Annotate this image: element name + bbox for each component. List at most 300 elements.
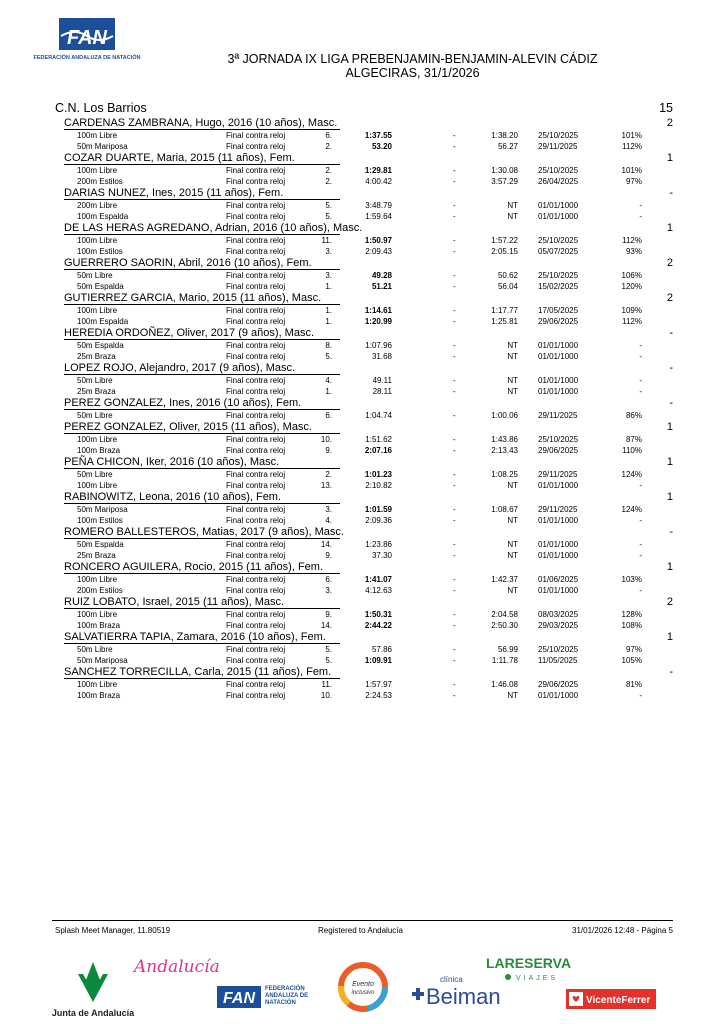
event-time: 1:14.61 xyxy=(364,306,392,315)
event-row xyxy=(0,679,725,690)
event-place: 6. xyxy=(325,131,332,140)
event-place: 6. xyxy=(325,575,332,584)
event-time: 2:09.36 xyxy=(365,516,392,525)
event-percentage: 106% xyxy=(621,271,642,280)
event-percentage: 86% xyxy=(625,411,642,420)
athlete-row xyxy=(0,187,725,200)
footer-divider xyxy=(52,920,673,921)
event-place: 9. xyxy=(325,551,332,560)
event-percentage: - xyxy=(639,516,642,525)
club-row xyxy=(55,101,673,117)
event-percentage: - xyxy=(639,551,642,560)
athlete-name: DE LAS HERAS AGREDANO, Adrian, 2016 (10 años), Masc. xyxy=(64,222,363,234)
fan-sponsor-subtitle: FEDERACIÓN ANDALUZA DE NATACIÓN xyxy=(265,986,309,1006)
event-entry-time: 1:43.86 xyxy=(491,435,518,444)
event-round: Final contra reloj xyxy=(226,212,286,221)
meet-subtitle: ALGECIRAS, 31/1/2026 xyxy=(345,66,480,80)
athlete-points: - xyxy=(669,362,673,374)
athlete-row xyxy=(0,596,725,609)
event-percentage: 112% xyxy=(622,142,642,151)
athlete-name: PEREZ GONZALEZ, Ines, 2016 (10 años), Fem. xyxy=(64,397,302,409)
event-time: 2:24.53 xyxy=(365,691,392,700)
event-name: 200m Libre xyxy=(77,201,118,210)
event-time: 1:04.74 xyxy=(365,411,392,420)
athlete-name: GUTIERREZ GARCIA, Mario, 2015 (11 años), Masc. xyxy=(64,292,322,304)
event-entry-time: 1:57.22 xyxy=(491,236,518,245)
event-time: 49.28 xyxy=(371,271,392,280)
event-row xyxy=(0,410,725,421)
event-place: 9. xyxy=(325,446,332,455)
event-separator: - xyxy=(453,586,456,595)
event-name: 100m Braza xyxy=(77,691,121,700)
event-entry-date: 01/01/1000 xyxy=(538,540,579,549)
event-name: 50m Mariposa xyxy=(77,142,128,151)
event-time: 57.86 xyxy=(371,645,392,654)
event-separator: - xyxy=(453,271,456,280)
event-time: 1:51.62 xyxy=(365,435,392,444)
athlete-row xyxy=(0,257,725,270)
athlete-row xyxy=(0,152,725,165)
event-place: 2. xyxy=(325,470,332,479)
andalucia-logo xyxy=(130,952,222,980)
event-percentage: 93% xyxy=(625,247,642,256)
event-row xyxy=(0,386,725,397)
event-row xyxy=(0,585,725,596)
athlete-row xyxy=(0,666,725,679)
event-name: 50m Mariposa xyxy=(77,505,128,514)
event-round: Final contra reloj xyxy=(226,317,286,326)
event-separator: - xyxy=(453,177,456,186)
event-place: 5. xyxy=(325,352,332,361)
event-time: 1:59.64 xyxy=(365,212,392,221)
event-round: Final contra reloj xyxy=(226,131,286,140)
event-entry-date: 29/06/2025 xyxy=(538,317,579,326)
event-name: 100m Estilos xyxy=(77,516,123,525)
event-name: 50m Libre xyxy=(77,645,113,654)
event-row xyxy=(0,270,725,281)
event-name: 50m Espalda xyxy=(77,282,124,291)
event-round: Final contra reloj xyxy=(226,201,286,210)
event-place: 14. xyxy=(320,540,332,549)
event-row xyxy=(0,690,725,701)
event-name: 200m Estilos xyxy=(77,586,123,595)
athlete-points: 2 xyxy=(666,257,673,269)
athlete-row xyxy=(0,631,725,644)
event-round: Final contra reloj xyxy=(226,586,286,595)
event-row xyxy=(0,165,725,176)
athlete-points: - xyxy=(669,187,673,199)
event-time: 3:48.79 xyxy=(365,201,392,210)
athlete-name: PEÑA CHICON, Iker, 2016 (10 años), Masc. xyxy=(64,456,280,468)
club-name: C.N. Los Barrios xyxy=(55,101,147,115)
event-place: 11. xyxy=(321,236,332,245)
event-percentage: - xyxy=(639,481,642,490)
event-place: 11. xyxy=(321,680,332,689)
event-entry-time: 1:42.37 xyxy=(491,575,518,584)
event-separator: - xyxy=(453,645,456,654)
athlete-row xyxy=(0,222,725,235)
event-name: 25m Braza xyxy=(77,352,116,361)
event-entry-time: NT xyxy=(507,387,518,396)
event-round: Final contra reloj xyxy=(226,575,286,584)
event-round: Final contra reloj xyxy=(226,470,286,479)
event-percentage: - xyxy=(639,201,642,210)
event-entry-date: 25/10/2025 xyxy=(538,236,579,245)
fan-sponsor-logo xyxy=(215,982,315,1012)
athlete-name: PEREZ GONZALEZ, Oliver, 2015 (11 años), Masc. xyxy=(64,421,312,433)
athlete-row xyxy=(0,362,725,375)
athlete-row xyxy=(0,117,725,130)
event-round: Final contra reloj xyxy=(226,656,286,665)
athlete-points: 1 xyxy=(666,631,673,643)
event-percentage: 87% xyxy=(625,435,642,444)
evento-inclusivo-logo xyxy=(338,960,388,1014)
event-entry-date: 01/01/1000 xyxy=(538,212,579,221)
event-entry-time: 1:25.81 xyxy=(491,317,518,326)
event-round: Final contra reloj xyxy=(226,247,286,256)
event-round: Final contra reloj xyxy=(226,505,286,514)
event-round: Final contra reloj xyxy=(226,142,286,151)
event-entry-time: NT xyxy=(507,201,518,210)
event-percentage: - xyxy=(639,387,642,396)
athlete-name: CARDENAS ZAMBRANA, Hugo, 2016 (10 años), Masc. xyxy=(64,117,338,129)
event-time: 51.21 xyxy=(371,282,392,291)
event-separator: - xyxy=(453,376,456,385)
event-entry-time: 1:17.77 xyxy=(491,306,518,315)
event-entry-time: 2:05.15 xyxy=(491,247,518,256)
athlete-points: 1 xyxy=(666,152,673,164)
event-round: Final contra reloj xyxy=(226,435,286,444)
event-entry-time: NT xyxy=(507,691,518,700)
event-separator: - xyxy=(453,142,456,151)
footer-software: Splash Meet Manager, 11.80519 xyxy=(55,926,171,935)
event-place: 4. xyxy=(325,516,332,525)
event-round: Final contra reloj xyxy=(226,177,286,186)
event-place: 13. xyxy=(320,481,332,490)
athlete-points: 2 xyxy=(666,292,673,304)
event-name: 100m Braza xyxy=(77,621,121,630)
athlete-points: - xyxy=(669,397,673,409)
athlete-name: ROMERO BALLESTEROS, Matias, 2017 (9 años), Masc. xyxy=(64,526,344,538)
event-place: 9. xyxy=(325,610,332,619)
event-entry-time: NT xyxy=(507,341,518,350)
event-percentage: 97% xyxy=(625,177,642,186)
event-row xyxy=(0,340,725,351)
event-entry-date: 29/11/2025 xyxy=(538,411,578,420)
athlete-points: - xyxy=(669,327,673,339)
event-time: 1:01.59 xyxy=(364,505,392,514)
event-entry-time: NT xyxy=(507,352,518,361)
event-time: 1:23.86 xyxy=(365,540,392,549)
event-entry-time: 1:11.78 xyxy=(491,656,518,665)
event-row xyxy=(0,515,725,526)
event-place: 2. xyxy=(325,177,332,186)
event-name: 50m Espalda xyxy=(77,341,124,350)
athlete-points: - xyxy=(669,666,673,678)
event-round: Final contra reloj xyxy=(226,306,286,315)
event-place: 5. xyxy=(325,656,332,665)
event-time: 1:07.96 xyxy=(365,341,392,350)
event-entry-date: 29/06/2025 xyxy=(538,680,579,689)
event-entry-time: 2:13.43 xyxy=(491,446,518,455)
event-round: Final contra reloj xyxy=(226,551,286,560)
event-entry-time: NT xyxy=(507,551,518,560)
inclusivo-text: inclusivo xyxy=(351,990,375,996)
event-entry-time: 56.99 xyxy=(497,645,518,654)
event-percentage: 103% xyxy=(621,575,642,584)
event-round: Final contra reloj xyxy=(226,516,286,525)
event-entry-time: NT xyxy=(507,376,518,385)
event-row xyxy=(0,609,725,620)
event-entry-date: 01/01/1000 xyxy=(538,352,579,361)
event-name: 100m Libre xyxy=(77,481,118,490)
event-separator: - xyxy=(453,610,456,619)
event-separator: - xyxy=(453,236,456,245)
athlete-row xyxy=(0,491,725,504)
event-entry-date: 25/10/2025 xyxy=(538,645,579,654)
event-separator: - xyxy=(453,306,456,315)
event-name: 100m Libre xyxy=(77,236,118,245)
event-time: 1:50.31 xyxy=(364,610,392,619)
event-place: 4. xyxy=(325,376,332,385)
footer-date-page: 31/01/2026 12:48 - Página 5 xyxy=(572,926,673,935)
event-name: 50m Libre xyxy=(77,470,113,479)
event-entry-time: NT xyxy=(507,540,518,549)
event-entry-time: NT xyxy=(507,586,518,595)
event-round: Final contra reloj xyxy=(226,387,286,396)
event-percentage: 124% xyxy=(621,505,642,514)
athlete-points: 1 xyxy=(666,561,673,573)
event-round: Final contra reloj xyxy=(226,376,286,385)
event-percentage: 112% xyxy=(622,236,642,245)
event-time: 4:00.42 xyxy=(365,177,392,186)
event-entry-date: 01/01/1000 xyxy=(538,516,579,525)
fan-sponsor-text: FAN xyxy=(223,990,255,1007)
event-entry-time: 2:50.30 xyxy=(491,621,518,630)
event-entry-date: 08/03/2025 xyxy=(538,610,579,619)
event-row xyxy=(0,200,725,211)
event-percentage: 124% xyxy=(621,470,642,479)
event-round: Final contra reloj xyxy=(226,271,286,280)
event-name: 50m Libre xyxy=(77,411,113,420)
event-entry-date: 11/05/2025 xyxy=(538,656,578,665)
event-percentage: - xyxy=(639,540,642,549)
event-separator: - xyxy=(453,691,456,700)
event-percentage: 120% xyxy=(621,282,642,291)
sponsor-bar xyxy=(0,950,725,1024)
event-row xyxy=(0,316,725,327)
event-place: 3. xyxy=(325,505,332,514)
event-separator: - xyxy=(453,212,456,221)
event-separator: - xyxy=(453,341,456,350)
junta-text: Junta de Andalucía xyxy=(51,1008,135,1018)
event-percentage: 108% xyxy=(621,621,642,630)
event-round: Final contra reloj xyxy=(226,691,286,700)
event-entry-date: 01/01/1000 xyxy=(538,481,579,490)
athlete-name: COZAR DUARTE, Maria, 2015 (11 años), Fem. xyxy=(64,152,295,164)
event-separator: - xyxy=(453,680,456,689)
event-round: Final contra reloj xyxy=(226,341,286,350)
event-entry-date: 01/01/1000 xyxy=(538,387,579,396)
event-row xyxy=(0,480,725,491)
event-place: 5. xyxy=(325,645,332,654)
event-name: 100m Espalda xyxy=(77,212,129,221)
event-separator: - xyxy=(453,435,456,444)
event-row xyxy=(0,620,725,631)
event-round: Final contra reloj xyxy=(226,610,286,619)
event-place: 1. xyxy=(325,317,332,326)
event-entry-date: 01/01/1000 xyxy=(538,201,579,210)
event-percentage: - xyxy=(639,212,642,221)
event-separator: - xyxy=(453,201,456,210)
event-place: 8. xyxy=(325,341,332,350)
event-time: 1:41.07 xyxy=(364,575,392,584)
event-separator: - xyxy=(453,551,456,560)
event-place: 3. xyxy=(325,247,332,256)
event-row xyxy=(0,539,725,550)
event-row xyxy=(0,305,725,316)
event-name: 50m Mariposa xyxy=(77,656,128,665)
athlete-row xyxy=(0,292,725,305)
event-place: 14. xyxy=(320,621,332,630)
event-entry-time: 56.27 xyxy=(497,142,518,151)
event-entry-time: NT xyxy=(507,516,518,525)
event-separator: - xyxy=(453,317,456,326)
event-time: 53.20 xyxy=(371,142,392,151)
event-round: Final contra reloj xyxy=(226,236,286,245)
athlete-points: 1 xyxy=(666,222,673,234)
athlete-name: SALVATIERRA TAPIA, Zamara, 2016 (10 años), Fem. xyxy=(64,631,326,643)
event-name: 100m Libre xyxy=(77,610,118,619)
event-place: 1. xyxy=(325,306,332,315)
evento-text: Evento xyxy=(352,981,374,988)
event-entry-date: 29/03/2025 xyxy=(538,621,579,630)
event-row xyxy=(0,550,725,561)
event-time: 1:20.99 xyxy=(364,317,392,326)
event-entry-date: 17/05/2025 xyxy=(538,306,579,315)
event-place: 1. xyxy=(325,387,332,396)
event-row xyxy=(0,504,725,515)
event-row xyxy=(0,434,725,445)
event-round: Final contra reloj xyxy=(226,411,286,420)
event-percentage: - xyxy=(639,691,642,700)
athlete-name: RUIZ LOBATO, Israel, 2015 (11 años), Masc. xyxy=(64,596,285,608)
event-row xyxy=(0,655,725,666)
event-round: Final contra reloj xyxy=(226,282,286,291)
event-name: 100m Estilos xyxy=(77,247,123,256)
event-place: 3. xyxy=(325,271,332,280)
event-time: 2:44.22 xyxy=(364,621,392,630)
vicente-ferrer-logo xyxy=(566,988,656,1010)
event-separator: - xyxy=(453,352,456,361)
event-place: 10. xyxy=(320,435,332,444)
event-entry-time: 1:30.08 xyxy=(491,166,518,175)
event-time: 2:07.16 xyxy=(364,446,392,455)
athlete-name: GUERRERO SAORIN, Abril, 2016 (10 años), Fem. xyxy=(64,257,312,269)
event-place: 2. xyxy=(325,166,332,175)
event-entry-date: 05/07/2025 xyxy=(538,247,579,256)
event-time: 2:10.82 xyxy=(365,481,392,490)
athlete-points: 1 xyxy=(666,421,673,433)
clinica-text: clínica xyxy=(440,975,463,984)
event-name: 25m Braza xyxy=(77,551,116,560)
event-round: Final contra reloj xyxy=(226,540,286,549)
event-row xyxy=(0,281,725,292)
event-separator: - xyxy=(453,516,456,525)
results-list xyxy=(0,117,725,701)
event-time: 1:09.91 xyxy=(364,656,392,665)
event-place: 3. xyxy=(325,586,332,595)
event-separator: - xyxy=(453,166,456,175)
event-entry-date: 01/06/2025 xyxy=(538,575,579,584)
event-entry-date: 01/01/1000 xyxy=(538,376,579,385)
event-entry-time: 2:04.58 xyxy=(491,610,518,619)
event-name: 100m Braza xyxy=(77,446,121,455)
event-separator: - xyxy=(453,656,456,665)
beiman-text: Beiman xyxy=(426,984,501,1009)
athlete-row xyxy=(0,561,725,574)
event-place: 1. xyxy=(325,282,332,291)
event-entry-date: 29/11/2025 xyxy=(538,470,578,479)
event-round: Final contra reloj xyxy=(226,680,286,689)
event-round: Final contra reloj xyxy=(226,645,286,654)
fan-logo-text: FAN xyxy=(67,27,107,49)
event-row xyxy=(0,130,725,141)
athlete-points: 1 xyxy=(666,456,673,468)
event-separator: - xyxy=(453,387,456,396)
event-name: 100m Libre xyxy=(77,435,118,444)
event-row xyxy=(0,211,725,222)
fan-logo xyxy=(33,14,141,76)
event-row xyxy=(0,246,725,257)
event-name: 50m Libre xyxy=(77,271,113,280)
event-time: 31.68 xyxy=(371,352,392,361)
athlete-name: SANCHEZ TORRECILLA, Carla, 2015 (11 años), Fem. xyxy=(64,666,332,678)
event-entry-time: 1:46.08 xyxy=(491,680,518,689)
event-time: 37.30 xyxy=(371,551,392,560)
event-separator: - xyxy=(453,505,456,514)
event-entry-date: 26/04/2025 xyxy=(538,177,579,186)
event-name: 25m Braza xyxy=(77,387,116,396)
athlete-points: - xyxy=(669,526,673,538)
event-place: 2. xyxy=(325,142,332,151)
event-percentage: - xyxy=(639,341,642,350)
event-entry-date: 25/10/2025 xyxy=(538,435,579,444)
event-time: 1:29.81 xyxy=(364,166,392,175)
event-separator: - xyxy=(453,282,456,291)
event-entry-date: 01/01/1000 xyxy=(538,691,579,700)
event-round: Final contra reloj xyxy=(226,481,286,490)
athlete-row xyxy=(0,397,725,410)
event-entry-time: 3:57.29 xyxy=(491,177,518,186)
event-place: 5. xyxy=(325,201,332,210)
event-percentage: 128% xyxy=(621,610,642,619)
event-separator: - xyxy=(453,575,456,584)
event-name: 100m Libre xyxy=(77,166,118,175)
event-entry-time: 1:38.20 xyxy=(491,131,518,140)
event-entry-date: 25/10/2025 xyxy=(538,131,579,140)
event-separator: - xyxy=(453,446,456,455)
event-percentage: 110% xyxy=(622,446,642,455)
athlete-name: LOPEZ ROJO, Alejandro, 2017 (9 años), Masc. xyxy=(64,362,296,374)
event-percentage: - xyxy=(639,586,642,595)
athlete-row xyxy=(0,526,725,539)
andalucia-text: Andalucía xyxy=(134,957,220,977)
event-place: 5. xyxy=(325,212,332,221)
event-entry-time: 1:08.25 xyxy=(491,470,518,479)
lareserva-logo xyxy=(484,954,580,982)
event-row xyxy=(0,445,725,456)
